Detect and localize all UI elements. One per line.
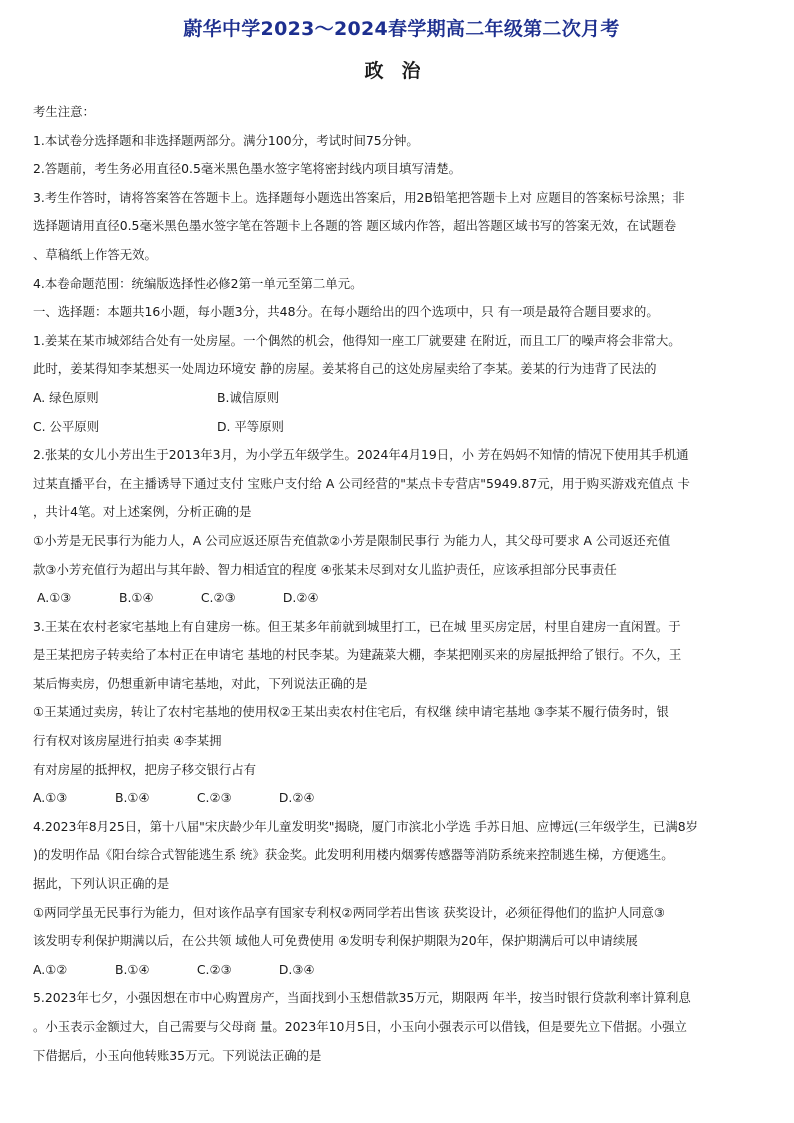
q2-text: ①小芳是无民事行为能力人，A 公司应返还原告充值款②小芳是限制民事行 为能力人，其父母可要求 A 公司返还充值 — [33, 532, 671, 548]
exam-body — [33, 98, 770, 1070]
q1-option-b: B.诚信原则 — [216, 389, 279, 405]
q2-option-d: D.②④ — [282, 590, 319, 606]
q3-text: 有对房屋的抵押权，把房子移交银行占有 — [33, 761, 257, 777]
q1-text: 此时，姜某得知李某想买一处周边环境安 静的房屋。姜某将自己的这处房屋卖给了李某。姜某的行为违背了民法的 — [33, 361, 657, 377]
q4-text: 据此，下列认识正确的是 — [33, 876, 170, 892]
q3-option-d: D.②④ — [278, 790, 315, 806]
q2-text: ，共计4笔。对上述案例，分析正确的是 — [33, 504, 252, 520]
notice-line: 4.本卷命题范围：统编版选择性必修2第一单元至第二单元。 — [33, 275, 363, 291]
q4-text: 4.2023年8月25日，第十八届"宋庆龄少年儿童发明奖"揭晓，厦门市滨北小学选 手苏日旭、应博远(三年级学生，已满8岁 — [33, 818, 699, 834]
notice-line: 、草稿纸上作答无效。 — [33, 246, 157, 262]
exam-title: 蔚华中学2023～2024春学期高二年级第二次月考 — [183, 18, 620, 40]
q2-text: 过某直播平台，在主播诱导下通过支付 宝账户支付给 A 公司经营的"某点卡专营店"5949.87元，用于购买游戏充值点 卡 — [33, 475, 690, 491]
q1-option-c: C. 公平原则 — [33, 418, 100, 434]
q3-text: 某后悔卖房，仍想重新申请宅基地，对此，下列说法正确的是 — [33, 675, 368, 691]
q4-option-d: D.③④ — [278, 961, 315, 977]
q1-option-d: D. 平等原则 — [216, 418, 284, 434]
q5-text: 。小玉表示金额过大，自己需要与父母商 量。2023年10月5日，小玉向小强表示可以借钱，但是要先立下借据。小强立 — [33, 1019, 687, 1034]
q2-option-a: A.①③ — [37, 590, 72, 606]
q3-text: ①王某通过卖房，转让了农村宅基地的使用权②王某出卖农村住宅后，有权继 续申请宅基地 ③李某不履行债务时，银 — [33, 704, 669, 720]
q4-option-c: C.②③ — [196, 961, 232, 977]
q4-option-a: A.①② — [33, 961, 68, 977]
q5-text: 下借据后，小玉向他转账35万元。下列说法正确的是 — [33, 1047, 322, 1063]
notice-line: 1.本试卷分选择题和非选择题两部分。满分100分，考试时间75分钟。 — [33, 132, 419, 148]
q2-text: 2.张某的女儿小芳出生于2013年3月，为小学五年级学生。2024年4月19日，小 芳在妈妈不知情的情况下使用其手机通 — [33, 447, 689, 463]
q2-option-c: C.②③ — [200, 590, 236, 606]
q4-options — [33, 956, 770, 985]
q4-text: ①两同学虽无民事行为能力，但对该作品享有国家专利权②两同学若出售该 获奖设计，必须征得他们的监护人同意③ — [33, 904, 666, 920]
q2-text: 款③小芳充值行为超出与其年龄、智力相适宜的程度 ④张某未尽到对女儿监护责任，应该承担部分民事责任 — [33, 561, 617, 577]
notice-line: 3.考生作答时，请将答案答在答题卡上。选择题每小题选出答案后，用2B铅笔把答题卡上对 应题目的答案标号涂黑；非 — [33, 189, 685, 205]
q3-options — [33, 784, 770, 813]
q5-text: 5.2023年七夕，小强因想在市中心购置房产，当面找到小玉想借款35万元，期限两 年半，按当时银行贷款利率计算利息 — [33, 990, 691, 1006]
q4-text: )的发明作品《阳台综合式智能逃生系 统》获金奖。此发明利用楼内烟雾传感器等消防系统来控制逃生梯，方便逃生。 — [33, 847, 674, 863]
q1-options-row-2 — [33, 413, 770, 442]
notice-line: 选择题请用直径0.5毫米黑色墨水签字笔在答题卡上各题的答 题区域内作答，超出答题区域书写的答案无效，在试题卷 — [33, 218, 677, 234]
subject-title: 政治 — [364, 60, 439, 82]
q2-option-b: B.①④ — [118, 590, 154, 606]
section-heading: 一、选择题：本题共16小题，每小题3分，共48分。在每小题给出的四个选项中，只 有一项是最符合题目要求的。 — [33, 304, 659, 320]
q3-text: 行有权对该房屋进行拍卖 ④李某拥 — [33, 733, 222, 749]
q1-text: 1.姜某在某市城郊结合处有一处房屋。一个偶然的机会，他得知一座工厂就要建 在附近，而且工厂的噪声将会非常大。 — [33, 332, 681, 348]
q1-options-row-1 — [33, 384, 770, 413]
q2-options — [33, 584, 770, 613]
q4-option-b: B.①④ — [114, 961, 150, 977]
q1-option-a: A. 绿色原则 — [33, 389, 99, 405]
q3-option-a: A.①③ — [33, 790, 68, 806]
notice-heading: 考生注意： — [33, 104, 95, 119]
q3-option-c: C.②③ — [196, 790, 232, 806]
notice-line: 2.答题前，考生务必用直径0.5毫米黑色墨水签字笔将密封线内项目填写清楚。 — [33, 161, 462, 177]
q4-text: 该发明专利保护期满以后，在公共领 域他人可免费使用 ④发明专利保护期限为20年，保护期满后可以申请续展 — [33, 933, 638, 949]
q3-text: 是王某把房子转卖给了本村正在申请宅 基地的村民李某。为建蔬菜大棚，李某把刚买来的房屋抵押给了银行。不久，王 — [33, 647, 682, 663]
q3-text: 3.王某在农村老家宅基地上有自建房一栋。但王某多年前就到城里打工，已在城 里买房定居，村里自建房一直闲置。于 — [33, 618, 681, 634]
q3-option-b: B.①④ — [114, 790, 150, 806]
